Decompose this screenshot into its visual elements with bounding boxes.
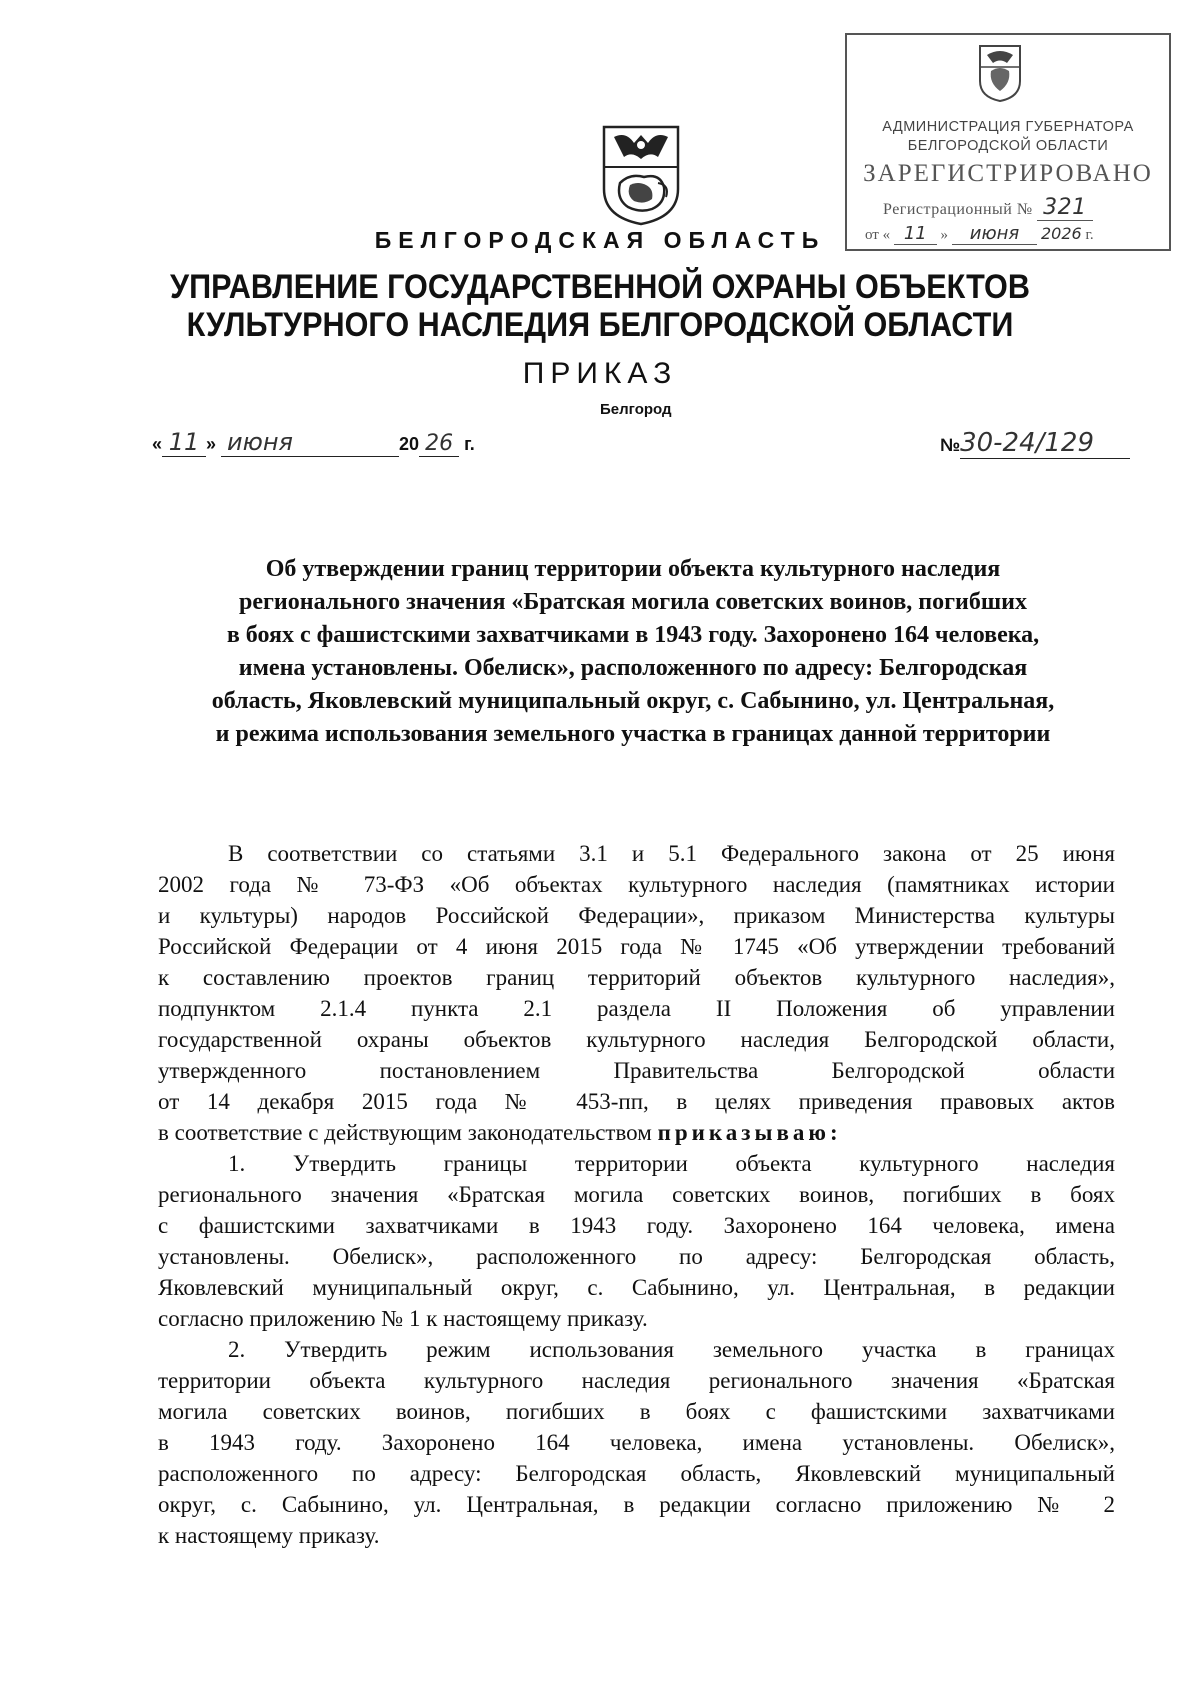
item-1 — [158, 1148, 1115, 1334]
item-line: регионального значения «Братская могила советских воинов, погибших в боях — [158, 1182, 1115, 1207]
document-type: ПРИКАЗ — [522, 357, 678, 390]
item-line: Яковлевский муниципальный округ, с. Сабынино, ул. Центральная, в редакции — [158, 1275, 1115, 1300]
date-close-quote: » — [206, 434, 217, 454]
order-number — [940, 428, 1130, 459]
preamble-line: от 14 декабря 2015 года № 453-пп, в целях приведения правовых актов — [158, 1089, 1115, 1114]
order-number-label: № — [940, 435, 961, 455]
date-month: июня — [221, 428, 399, 457]
stamp-registered: ЗАРЕГИСТРИРОВАНО — [863, 160, 1153, 187]
preamble-last-line — [158, 1117, 1115, 1148]
coat-of-arms-icon — [600, 123, 682, 227]
stamp-org-line-2: БЕЛГОРОДСКОЙ ОБЛАСТИ — [907, 138, 1109, 154]
item-line: расположенного по адресу: Белгородская область, Яковлевский муниципальный — [158, 1461, 1115, 1486]
item-line: к настоящему приказу. — [158, 1523, 380, 1548]
item-line: в 1943 году. Захоронено 164 человека, имена установлены. Обелиск», — [158, 1430, 1115, 1455]
coat-of-arms-icon — [977, 43, 1023, 103]
preamble-line: к составлению проектов границ территорий объектов культурного наследия», — [158, 965, 1115, 990]
preamble-line: государственной охраны объектов культурного наследия Белгородской области, — [158, 1027, 1115, 1052]
title-line: область, Яковлевский муниципальный округ, с. Сабынино, ул. Центральная, — [211, 688, 1055, 714]
preamble-last-text: в соответствие с действующим законодательством — [158, 1120, 652, 1145]
item-line: согласно приложению № 1 к настоящему приказу. — [158, 1306, 648, 1331]
preamble-line: утвержденного постановлением Правительства Белгородской области — [158, 1058, 1115, 1083]
department-name-line-1: УПРАВЛЕНИЕ ГОСУДАРСТВЕННОЙ ОХРАНЫ ОБЪЕКТОВ — [170, 268, 1030, 306]
preamble-line: и культуры) народов Российской Федерации», приказом Министерства культуры — [158, 903, 1115, 928]
stamp-date-mid: » — [940, 227, 949, 243]
document-title — [150, 553, 1116, 751]
order-number-value: 30-24/129 — [960, 428, 1130, 459]
preamble-line: подпунктом 2.1.4 пункта 2.1 раздела II Положения об управлении — [158, 996, 1115, 1021]
stamp-year: 2026 — [1040, 224, 1082, 243]
title-line: Об утверждении границ территории объекта культурного наследия — [265, 556, 1001, 582]
date-g: г. — [464, 434, 475, 454]
item-line: 1. Утвердить границы территории объекта культурного наследия — [228, 1151, 1115, 1176]
order-date — [152, 428, 475, 457]
preamble-line: Российской Федерации от 4 июня 2015 года № 1745 «Об утверждении требований — [158, 934, 1115, 959]
title-line: регионального значения «Братская могила советских воинов, погибших — [239, 589, 1027, 615]
date-day: 11 — [162, 428, 206, 457]
stamp-org-line-1: АДМИНИСТРАЦИЯ ГУБЕРНАТОРА — [882, 119, 1134, 135]
date-year-prefix: 20 — [399, 434, 420, 454]
stamp-month: июня — [952, 223, 1037, 245]
preamble — [158, 838, 1115, 1148]
title-line: имена установлены. Обелиск», расположенного по адресу: Белгородская — [238, 655, 1028, 681]
stamp-reg-number-line — [883, 195, 1093, 220]
region-name: БЕЛГОРОДСКАЯ ОБЛАСТЬ — [374, 227, 826, 253]
item-2 — [158, 1334, 1115, 1551]
title-line: в боях с фашистскими захватчиками в 1943 году. Захоронено 164 человека, — [226, 622, 1040, 648]
item-line: установлены. Обелиск», расположенного по адресу: Белгородская область, — [158, 1244, 1115, 1269]
stamp-reg-number-label: Регистрационный № — [883, 201, 1033, 218]
stamp-day: 11 — [894, 223, 937, 245]
stamp-year-suffix: г. — [1085, 227, 1094, 243]
registration-stamp — [845, 33, 1171, 251]
department-name-line-2: КУЛЬТУРНОГО НАСЛЕДИЯ БЕЛГОРОДСКОЙ ОБЛАСТИ — [186, 306, 1014, 344]
preamble-line: 2002 года № 73-ФЗ «Об объектах культурного наследия (памятниках истории — [158, 872, 1115, 897]
stamp-date-prefix: от « — [865, 227, 891, 243]
order-verb: приказываю: — [657, 1120, 842, 1145]
item-line: округ, с. Сабынино, ул. Центральная, в редакции согласно приложению № 2 — [158, 1492, 1115, 1517]
title-line: и режима использования земельного участка в границах данной территории — [215, 721, 1051, 747]
date-year-suffix: 26 — [419, 431, 459, 457]
item-line: с фашистскими захватчиками в 1943 году. Захоронено 164 человека, имена — [158, 1213, 1115, 1238]
document-body — [158, 838, 1115, 1551]
item-line: 2. Утвердить режим использования земельного участка в границах — [228, 1337, 1115, 1362]
item-line: могила советских воинов, погибших в боях с фашистскими захватчиками — [158, 1399, 1115, 1424]
date-open-quote: « — [152, 434, 163, 454]
city: Белгород — [600, 401, 672, 418]
preamble-line: В соответствии со статьями 3.1 и 5.1 Федерального закона от 25 июня — [228, 841, 1115, 866]
stamp-reg-number: 321 — [1037, 195, 1093, 221]
item-line: территории объекта культурного наследия регионального значения «Братская — [158, 1368, 1115, 1393]
